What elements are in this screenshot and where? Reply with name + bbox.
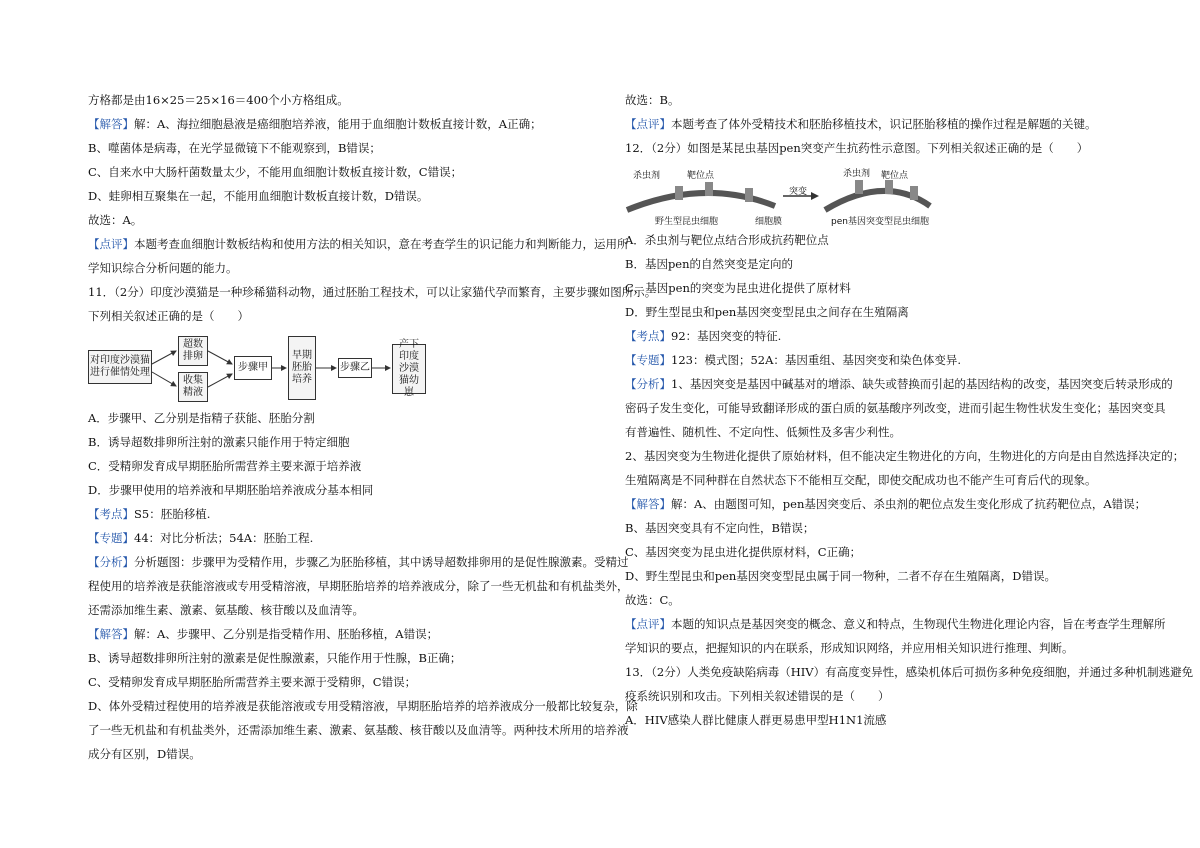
- review-line: [625, 116, 1125, 140]
- flow-box-embryo-culture: 早期胚胎培养: [288, 336, 316, 400]
- solution-c: C、基因突变为昆虫进化提供原材料，C正确；: [625, 545, 862, 559]
- review2-tag: 【点评】: [625, 617, 671, 631]
- paragraph: 方格都是由16×25＝25×16＝400个小方格组成。: [88, 93, 349, 107]
- solution-a: [88, 626, 588, 650]
- kaodian-text: S5：胚胎移植.: [134, 507, 211, 521]
- zhuanti-text: 44：对比分析法；54A：胚胎工程.: [134, 531, 314, 545]
- label-target-2: 靶位点: [881, 171, 909, 181]
- review-text: 本题考查血细胞计数板结构和使用方法的相关知识，意在考查学生的识记能力和判断能力，运用所: [134, 237, 629, 251]
- solution-tag: 【解答】: [625, 497, 671, 511]
- analysis-line-1: [88, 554, 629, 578]
- zhuanti-tag: 【专题】: [625, 353, 671, 367]
- answer-d: D、蛙卵相互聚集在一起，不能用血细胞计数板直接计数，D错误。: [88, 189, 429, 203]
- flow-box-birth: 产下印度沙漠猫幼崽: [392, 344, 426, 394]
- zhuanti-line: [88, 530, 588, 554]
- review-tag: 【点评】: [625, 117, 671, 131]
- label-insecticide-1: 杀虫剂: [633, 171, 661, 181]
- choice-line: 故选：A。: [88, 213, 143, 227]
- solution-d-3: 成分有区别，D错误。: [88, 747, 201, 761]
- answer-a: [88, 116, 588, 140]
- analysis-tag: 【分析】: [88, 555, 134, 569]
- analysis-line-2: 程使用的培养液是获能溶液或专用受精溶液，早期胚胎培养的培养液成分，除了一些无机盐和有机盐类外，: [88, 579, 629, 593]
- kaodian-tag: 【考点】: [625, 329, 671, 343]
- zhuanti-tag: 【专题】: [88, 531, 134, 545]
- kaodian-text: 92：基因突变的特征.: [671, 329, 782, 343]
- answer-c: C、自来水中大肠杆菌数量太少，不能用血细胞计数板直接计数，C错误；: [88, 165, 463, 179]
- solution-d-1: D、体外受精过程使用的培养液是获能溶液或专用受精溶液，早期胚胎培养的培养液成分一般都比较复杂，除: [88, 699, 638, 713]
- analysis-line-2: 密码子发生变化，可能导致翻译形成的蛋白质的氨基酸序列改变，进而引起生物性状发生变化；基因突变具: [625, 401, 1166, 415]
- membrane-diagram: [625, 166, 1125, 226]
- solution-c: C、受精卵发育成早期胚胎所需营养主要来源于受精卵，C错误；: [88, 675, 417, 689]
- review2-line-2: 学知识的要点，把握知识的内在联系，形成知识网络，并应用相关知识进行推理、判断。: [625, 641, 1074, 655]
- solution-b: B、基因突变具有不定向性，B错误；: [625, 521, 815, 535]
- review-text: 本题考查了体外受精技术和胚胎移植技术，识记胚胎移植的操作过程是解题的关键。: [671, 117, 1097, 131]
- option-a: A．杀虫剂与靶位点结合形成抗药靶位点: [625, 233, 829, 247]
- answer-a-text: 解：A、海拉细胞悬液是癌细胞培养液，能用于血细胞计数板直接计数，A正确；: [134, 117, 542, 131]
- solution-a-text: 解：A、由题图可知，pen基因突变后、杀虫剂的靶位点发生变化形成了抗药靶位点，A错误；: [671, 497, 1147, 511]
- question-12: 12．（2分）如图是某昆虫基因pen突变产生抗药性示意图。下列相关叙述正确的是（ ）: [625, 141, 1089, 155]
- question-11-line-2: 下列相关叙述正确的是（ ）: [88, 309, 249, 323]
- flowchart: [88, 336, 588, 404]
- choice-line-2: 故选：C。: [625, 593, 680, 607]
- kaodian-tag: 【考点】: [88, 507, 134, 521]
- label-membrane-1: 细胞膜: [755, 217, 783, 227]
- kaodian-line: [88, 506, 588, 530]
- flow-box-superovulation: 超数排卵: [178, 336, 208, 366]
- flow-box-treatment: 对印度沙漠猫进行催情处理: [88, 350, 152, 384]
- analysis-line-3: 还需添加维生素、激素、氨基酸、核苷酸以及血清等。: [88, 603, 364, 617]
- analysis-line-4: 2、基因突变为生物进化提供了原始材料，但不能决定生物进化的方向，生物进化的方向是由自然选择决定的；: [625, 449, 1185, 463]
- right-column: [625, 92, 1194, 736]
- analysis-text: 1、基因突变是基因中碱基对的增添、缺失或替换而引起的基因结构的改变，基因突变后转录形成的: [671, 377, 1173, 391]
- question-13-line-2: 疫系统识别和攻击。下列相关叙述错误的是（ ）: [625, 689, 890, 703]
- option-a: A．步骤甲、乙分别是指精子获能、胚胎分割: [88, 411, 315, 425]
- review2-line-1: [625, 616, 1166, 640]
- zhuanti-line: [625, 352, 1125, 376]
- label-mutant-cell: pen基因突变型昆虫细胞: [831, 217, 929, 227]
- question-11-line-1: 11．（2分）印度沙漠猫是一种珍稀猫科动物，通过胚胎工程技术，可以让家猫代孕而繁育，主要步骤如图所示。: [88, 285, 657, 299]
- analysis-line-1: [625, 376, 1173, 400]
- solution-d-2: 了一些无机盐和有机盐类外，还需添加维生素、激素、氨基酸、核苷酸以及血清等。两种技术所用的培养液: [88, 723, 629, 737]
- option-d: D．野生型昆虫和pen基因突变型昆虫之间存在生殖隔离: [625, 305, 909, 319]
- solution-d: D、野生型昆虫和pen基因突变型昆虫属于同一物种，二者不存在生殖隔离，D错误。: [625, 569, 1057, 583]
- option-b: B．基因pen的自然突变是定向的: [625, 257, 794, 271]
- label-insecticide-2: 杀虫剂: [843, 169, 871, 179]
- analysis-text: 分析题图：步骤甲为受精作用，步骤乙为胚胎移植，其中诱导超数排卵用的是促性腺激素。受精过: [134, 555, 629, 569]
- flow-box-step-a: 步骤甲: [234, 356, 272, 380]
- review-line-1: [88, 236, 629, 260]
- analysis-line-5: 生殖隔离是不同种群在自然状态下不能相互交配，即使交配成功也不能产生可育后代的现象。: [625, 473, 1097, 487]
- analysis-line-3: 有普遍性、随机性、不定向性、低频性及多害少利性。: [625, 425, 901, 439]
- question-13-option-a: A．HIV感染人群比健康人群更易患甲型H1N1流感: [625, 713, 887, 727]
- review2-text: 本题的知识点是基因突变的概念、意义和特点，生物现代生物进化理论内容，旨在考查学生理解所: [671, 617, 1166, 631]
- flow-box-step-b: 步骤乙: [338, 358, 372, 378]
- solution-b: B、诱导超数排卵所注射的激素是促性腺激素，只能作用于性腺，B正确；: [88, 651, 462, 665]
- zhuanti-text: 123：模式图；52A：基因重组、基因突变和染色体变异.: [671, 353, 962, 367]
- option-d: D．步骤甲使用的培养液和早期胚胎培养液成分基本相同: [88, 483, 374, 497]
- label-target-1: 靶位点: [687, 171, 715, 181]
- review-tag: 【点评】: [88, 237, 134, 251]
- review-line-2: 学知识综合分析问题的能力。: [88, 261, 238, 275]
- flow-arrows: [88, 336, 433, 404]
- choice-line: 故选：B。: [625, 93, 680, 107]
- answer-tag: 【解答】: [88, 117, 134, 131]
- flow-box-collect-semen: 收集精液: [178, 372, 208, 402]
- option-c: C．受精卵发育成早期胚胎所需营养主要来源于培养液: [88, 459, 362, 473]
- solution-tag: 【解答】: [88, 627, 134, 641]
- option-b: B．诱导超数排卵所注射的激素只能作用于特定细胞: [88, 435, 350, 449]
- label-mutation: 突变: [789, 187, 808, 197]
- answer-b: B、噬菌体是病毒，在光学显微镜下不能观察到，B错误；: [88, 141, 381, 155]
- kaodian-line: [625, 328, 1125, 352]
- question-13-line-1: 13．（2分）人类免疫缺陷病毒（HIV）有高度变异性，感染机体后可损伤多种免疫细胞，并通过多种机制逃避免: [625, 665, 1194, 679]
- analysis-tag: 【分析】: [625, 377, 671, 391]
- label-wild-cell: 野生型昆虫细胞: [655, 217, 719, 227]
- solution-a: [625, 496, 1147, 520]
- solution-a-text: 解：A、步骤甲、乙分别是指受精作用、胚胎移植，A错误；: [134, 627, 439, 641]
- option-c: C．基因pen的突变为昆虫进化提供了原材料: [625, 281, 851, 295]
